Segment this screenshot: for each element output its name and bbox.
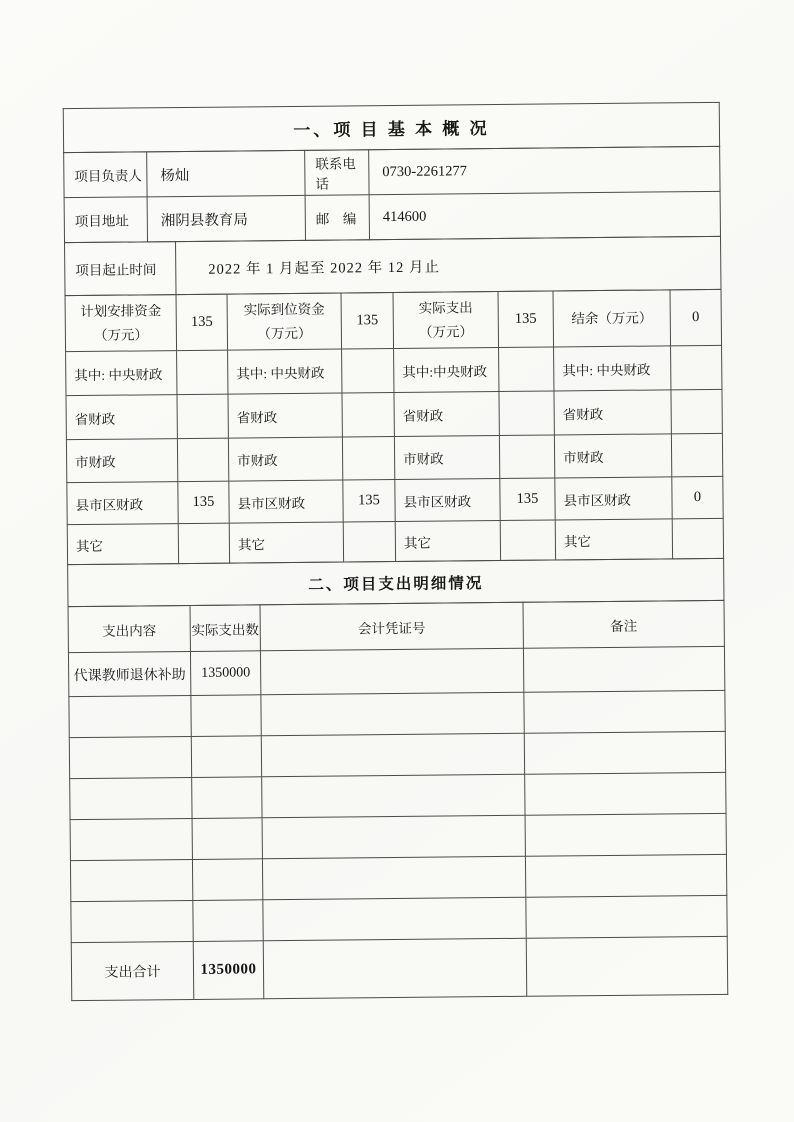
expense-remarks-cell [524,690,725,733]
expense-total-remarks-cell [526,936,728,996]
central-finance-label: 其中:中央财政 [394,348,499,393]
planned-funds-label: 计划安排资金 （万元） [65,295,177,352]
project-info-table [63,146,721,243]
city-finance-label: 市财政 [228,437,342,481]
province-finance-label: 省财政 [66,395,177,440]
received-funds-value: 135 [341,293,394,349]
expense-row [70,772,726,819]
project-leader-value: 杨灿 [147,150,305,197]
county-finance-value: 0 [672,476,723,518]
expense-content-header: 支出内容 [68,605,190,652]
expense-row [68,646,724,696]
county-finance-label: 县市区财政 [555,477,672,520]
expense-voucher-cell [261,733,524,777]
county-finance-label: 县市区财政 [67,482,178,525]
section2-title: 二、项目支出明细情况 [68,558,724,606]
county-finance-value: 135 [500,478,555,521]
county-finance-value: 135 [343,480,395,522]
other-finance-value [500,520,555,561]
province-finance-label: 省财政 [554,390,671,435]
expense-remarks-cell [523,646,724,692]
central-finance-value [671,345,722,389]
expense-content-cell [71,900,193,942]
other-finance-label: 其它 [67,524,178,565]
balance-value: 0 [670,289,722,345]
project-leader-label: 项目负责人 [64,152,147,198]
expense-amount-cell [193,900,263,942]
planned-funds-value: 135 [176,294,228,350]
expense-content-cell [70,859,192,901]
other-finance-label: 其它 [229,522,343,563]
table-row [65,236,721,295]
central-finance-label: 其中: 中央财政 [228,349,342,394]
project-report-form [63,102,729,1001]
section1-title: 一、项 目 基 本 概 况 [63,102,719,152]
city-finance-value [499,435,554,479]
expense-remarks-cell [524,731,725,774]
expense-voucher-cell [261,692,524,736]
balance-label: 结余（万元） [553,290,671,347]
expense-voucher-cell [260,648,523,695]
expenditure-table [68,600,729,1001]
city-finance-label: 市财政 [554,434,671,478]
actual-expenditure-value: 135 [498,291,554,348]
postcode-label: 邮 编 [305,195,369,241]
expense-voucher-cell [262,774,525,818]
county-finance-label: 县市区财政 [229,480,343,523]
expenditure-header-row [68,600,724,652]
expense-content-cell [69,695,191,737]
expense-row [70,813,726,860]
expense-total-row [71,936,728,1000]
contact-phone-value: 0730-2261277 [369,146,720,194]
actual-amount-header: 实际支出数 [190,605,260,652]
central-finance-value [342,349,394,393]
expense-content-cell [69,736,191,778]
project-address-value: 湘阴县教育局 [147,195,305,242]
expense-content-cell: 代课教师退休补助 [68,651,190,696]
province-finance-row [66,389,722,439]
section1-title-table [63,102,720,153]
duration-value: 2022 年 1 月起至 2022 年 12 月止 [176,236,721,294]
central-finance-value [177,350,228,394]
actual-expenditure-label: 实际支出 （万元） [393,292,499,349]
table-row [64,191,720,242]
province-finance-value [177,394,228,438]
central-finance-label: 其中: 中央财政 [66,351,177,396]
expense-remarks-cell [525,854,726,897]
city-finance-value [671,433,722,476]
expense-amount-cell [191,736,261,778]
expense-amount-cell [192,777,262,819]
other-finance-label: 其它 [395,520,500,561]
expense-voucher-cell [262,856,525,900]
voucher-number-header: 会计凭证号 [260,602,523,651]
funds-table [65,289,725,565]
received-funds-label: 实际到位资金 （万元） [227,293,342,350]
expense-row [69,731,725,778]
expense-remarks-cell [526,895,727,938]
expense-total-label: 支出合计 [71,941,194,1000]
city-finance-value [177,438,228,481]
province-finance-label: 省财政 [228,393,342,438]
postcode-value: 414600 [369,191,720,239]
province-finance-value [342,393,394,437]
province-finance-label: 省财政 [394,391,499,436]
expense-total-voucher-cell [263,938,527,999]
other-finance-value [672,518,723,558]
remarks-header: 备注 [523,600,724,648]
duration-label: 项目起止时间 [65,242,177,296]
expense-remarks-cell [525,772,726,815]
province-finance-value [671,389,722,433]
other-finance-label: 其它 [555,519,672,560]
city-finance-row [66,433,722,482]
county-finance-row [67,476,723,524]
central-finance-value [499,347,554,392]
expense-remarks-cell [525,813,726,856]
county-finance-label: 县市区财政 [395,478,500,521]
central-finance-label: 其中: 中央财政 [554,346,671,391]
central-finance-row [66,345,722,395]
county-finance-value: 135 [178,481,229,523]
expense-voucher-cell [263,897,526,941]
province-finance-value [499,391,554,436]
expense-amount-cell [192,818,262,860]
expense-amount-cell [192,859,262,901]
expense-voucher-cell [262,815,525,859]
expense-content-cell [70,818,192,860]
expense-row [69,690,725,737]
city-finance-label: 市财政 [66,439,177,483]
project-address-label: 项目地址 [64,197,147,243]
expense-amount-cell [191,695,261,737]
other-finance-row [67,518,723,564]
funds-header-row [65,289,722,351]
project-duration-table [64,236,721,296]
other-finance-value [343,522,395,562]
expense-amount-cell: 1350000 [190,651,260,696]
expense-row [71,895,727,942]
expense-content-cell [70,777,192,819]
city-finance-label: 市财政 [394,435,499,479]
other-finance-value [178,523,229,563]
expense-row [70,854,726,901]
table-row [64,146,720,197]
city-finance-value [342,437,394,480]
contact-phone-label: 联系电话 [305,150,369,196]
section2-title-table [67,558,724,607]
expense-total-value: 1350000 [193,941,264,1000]
